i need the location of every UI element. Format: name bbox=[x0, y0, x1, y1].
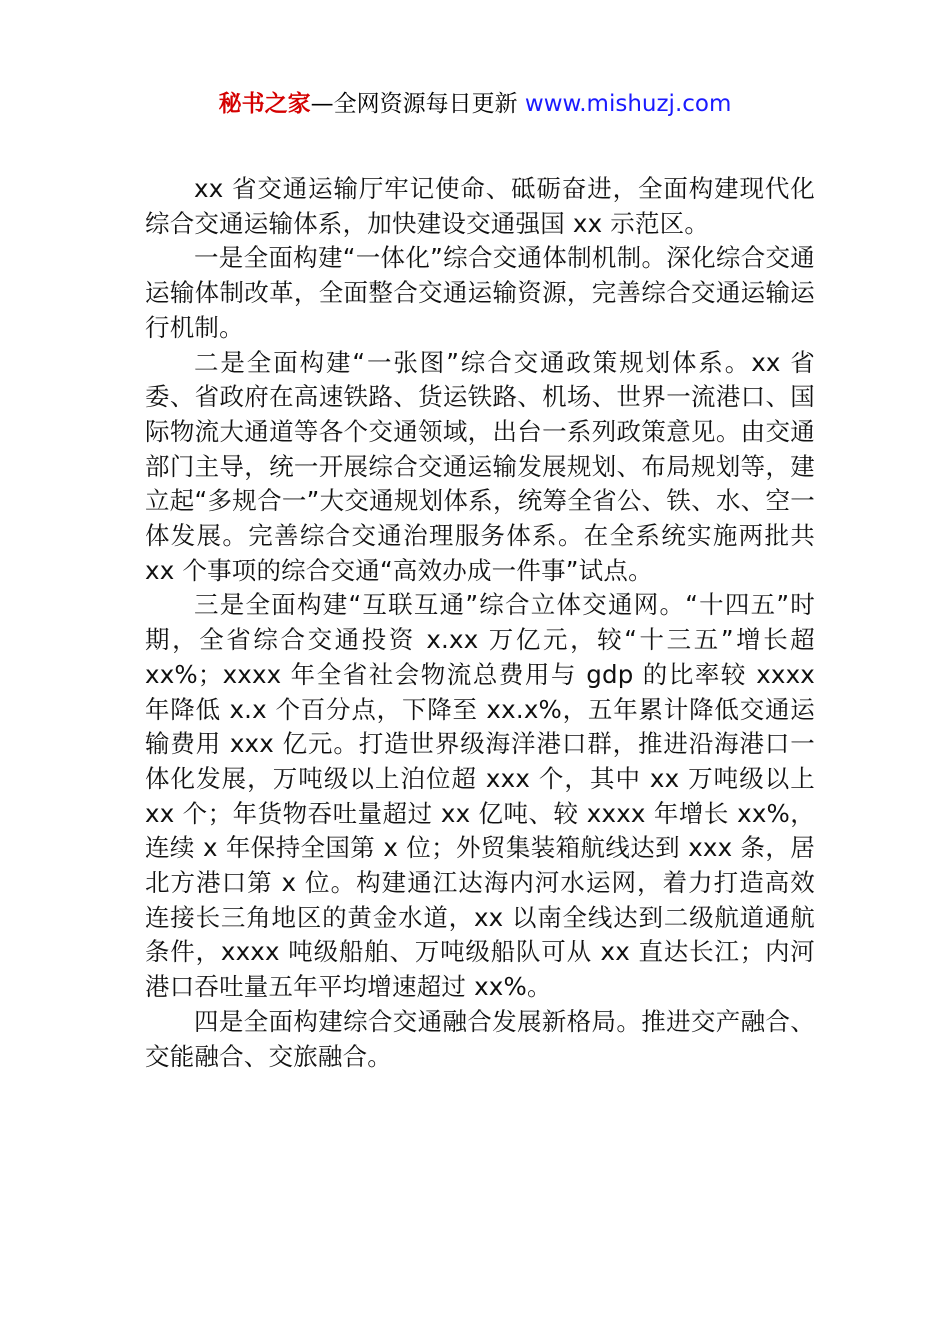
paragraph-point-2: 二是全面构建“一张图”综合交通政策规划体系。xx 省委、省政府在高速铁路、货运铁路、机场、世界一流港口、国际物流大通道等各个交通领域，出台一系列政策意见。由交通部门主导，统一开展综合交通运输发展规划、布局规划等，建立起“多规合一”大交通规划体系，统筹全省公、铁、水、空一体发展。完善综合交通治理服务体系。在全系统实施两批共 xx 个事项的综合交通“高效办成一件事”试点。 bbox=[145, 347, 815, 585]
paragraph-point-3: 三是全面构建“互联互通”综合立体交通网。“十四五”时期，全省综合交通投资 x.xx 万亿元，较“十三五”增长超 xx%；xxxx 年全省社会物流总费用与 gdp 的比率较 xxxx 年降低 x.x 个百分点，下降至 xx.x%，五年累计降低交通运输费用 xxx 亿元。打造世界级海洋港口群，推进沿海港口一体化发展，万吨级以上泊位超 xxx 个，其中 xx 万吨级以上 xx 个；年货物吞吐量超过 xx 亿吨、较 xxxx 年增长 xx%，连续 x 年保持全国第 x 位；外贸集装箱航线达到 xxx 条，居北方港口第 x 位。构建通江达海内河水运网，着力打造高效连接长三角地区的黄金水道，xx 以南全线达到二级航道通航条件，xxxx 吨级船舶、万吨级船队可从 xx 直达长江；内河港口吞吐量五年平均增速超过 xx%。 bbox=[145, 590, 815, 1002]
brand-name: 秘书之家 bbox=[218, 91, 311, 117]
paragraph-point-4: 四是全面构建综合交通融合发展新格局。推进交产融合、交能融合、交旅融合。 bbox=[145, 1006, 815, 1071]
page-header bbox=[0, 88, 950, 120]
website-link[interactable]: www.mishuzj.com bbox=[524, 91, 732, 117]
paragraph-point-1: 一是全面构建“一体化”综合交通体制机制。深化综合交通运输体制改革，全面整合交通运输资源，完善综合交通运输运行机制。 bbox=[145, 243, 815, 342]
header-tagline: —全网资源每日更新 bbox=[310, 91, 525, 117]
document-body bbox=[145, 172, 815, 1074]
paragraph-intro: xx 省交通运输厅牢记使命、砥砺奋进，全面构建现代化综合交通运输体系，加快建设交通强国 xx 示范区。 bbox=[145, 174, 815, 238]
